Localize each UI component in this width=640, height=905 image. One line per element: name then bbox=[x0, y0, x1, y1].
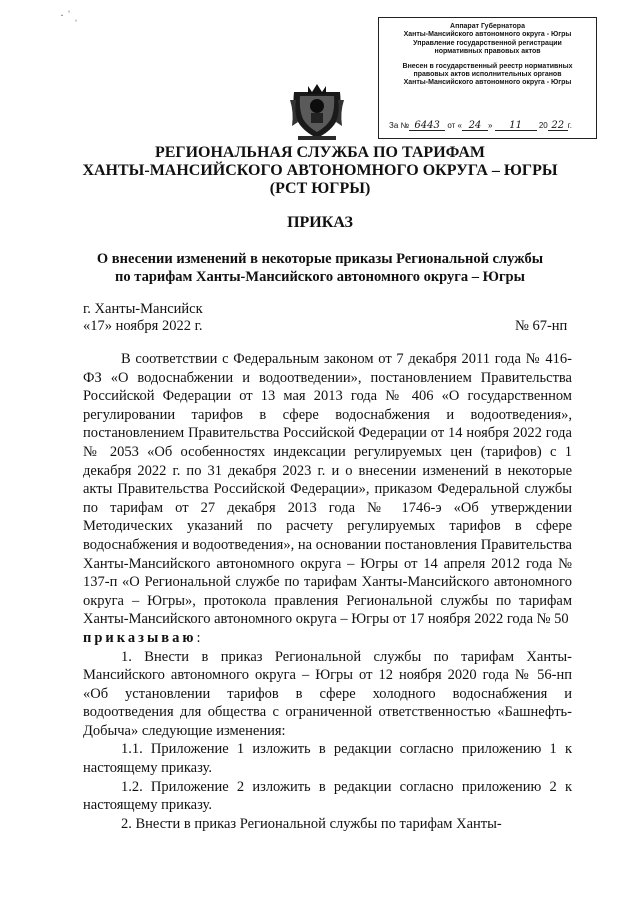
org-line: ХАНТЫ-МАНСИЙСКОГО АВТОНОМНОГО ОКРУГА – ЮГРЫ bbox=[82, 162, 558, 179]
subject-line: О внесении изменений в некоторые приказы Региональной службы bbox=[96, 251, 544, 267]
preamble-paragraph: В соответствии с Федеральным законом от 7 декабря 2011 года № 416-ФЗ «О водоснабжении и водоотведении», постановлением Правительства Российской Федерации от 13 мая 2013 года № 406 «О государственном регулировании тарифов в сфере водоснабжения и водоотведения», постановлением Правительства Российской Федерации от 14 ноября 2022 года № 2053 «Об особенностях индексации регулируемых цен (тарифов) с 1 декабря 2022 г. по 31 декабря 2023 г. и о внесении изменений в некоторые акты Правительства Российской Федерации», приказом Федеральной службы по тарифам от 27 декабря 2013 года № 1746-э «Об утверждении Методических указаний по расчету регулируемых тарифов в сфере водоснабжения и водоотведения», на основании постановления Правительства Ханты-Мансийского автономного округа – Югры от 14 апреля 2012 года № 137-п «О Региональной службе по тарифам Ханты-Мансийского автономного округа – Югры», протокола правления Региональной службы по тарифам Ханты-Мансийского автономного округа – Югры от 17 ноября 2022 года № 50 bbox=[83, 351, 572, 628]
org-line: (РСТ ЮГРЫ) bbox=[269, 180, 371, 197]
stamp-reg-day: 24 bbox=[462, 122, 488, 131]
subject-line: по тарифам Ханты-Мансийского автономного округа – Югры bbox=[115, 269, 525, 285]
document-type-title: ПРИКАЗ bbox=[287, 214, 353, 231]
stamp-line: Аппарат Губернатора bbox=[450, 23, 525, 30]
organization-header bbox=[60, 144, 580, 198]
document-city: г. Ханты-Мансийск bbox=[83, 301, 203, 317]
item-2-paragraph: 2. Внести в приказ Региональной службы по тарифам Ханты- bbox=[121, 815, 502, 832]
item-1-2-paragraph: 1.2. Приложение 2 изложить в редакции согласно приложению 2 к настоящему приказу. bbox=[83, 778, 572, 814]
order-word: приказываю bbox=[83, 629, 197, 646]
item-1-paragraph: 1. Внести в приказ Региональной службы по тарифам Ханты-Мансийского автономного округа – Югры от 12 ноября 2020 года № 56-нп «Об установлении тарифов в сфере холодного водоснабжения и водоотведения для общества с ограниченной ответственностью «Башнефть-Добыча» следующие изменения: bbox=[83, 648, 572, 739]
item-1-1-paragraph: 1.1. Приложение 1 изложить в редакции согласно приложению 1 к настоящему приказу. bbox=[83, 741, 572, 777]
stamp-line: Управление государственной регистрации bbox=[413, 39, 562, 47]
document-date: «17» ноября 2022 г. bbox=[83, 318, 203, 334]
stamp-line: нормативных правовых актов bbox=[434, 48, 541, 56]
stamp-line: Ханты-Мансийского автономного округа - Югры bbox=[403, 79, 572, 87]
stamp-registration-line: За № 6443 от « 24 » 11 20 22 г. bbox=[389, 119, 572, 131]
stamp-line: Внесен в государственный реестр нормативных bbox=[402, 62, 573, 70]
scan-mark-icon: · ˈ ˌ bbox=[60, 8, 78, 22]
stamp-reg-number: 6443 bbox=[409, 122, 445, 131]
stamp-reg-month: 11 bbox=[495, 122, 537, 131]
document-number: № 67-нп bbox=[515, 318, 568, 334]
coat-of-arms-icon bbox=[290, 82, 344, 142]
org-line: РЕГИОНАЛЬНАЯ СЛУЖБА ПО ТАРИФАМ bbox=[154, 144, 486, 161]
document-subject bbox=[60, 250, 580, 286]
registration-stamp bbox=[378, 17, 597, 139]
stamp-reg-year: 22 bbox=[548, 122, 568, 131]
stamp-line: Ханты-Мансийского автономного округа - Югры bbox=[403, 31, 572, 39]
document-body bbox=[83, 350, 572, 833]
order-word-line: приказываю: bbox=[83, 629, 201, 646]
stamp-line: правовых актов исполнительных органов bbox=[413, 71, 562, 79]
